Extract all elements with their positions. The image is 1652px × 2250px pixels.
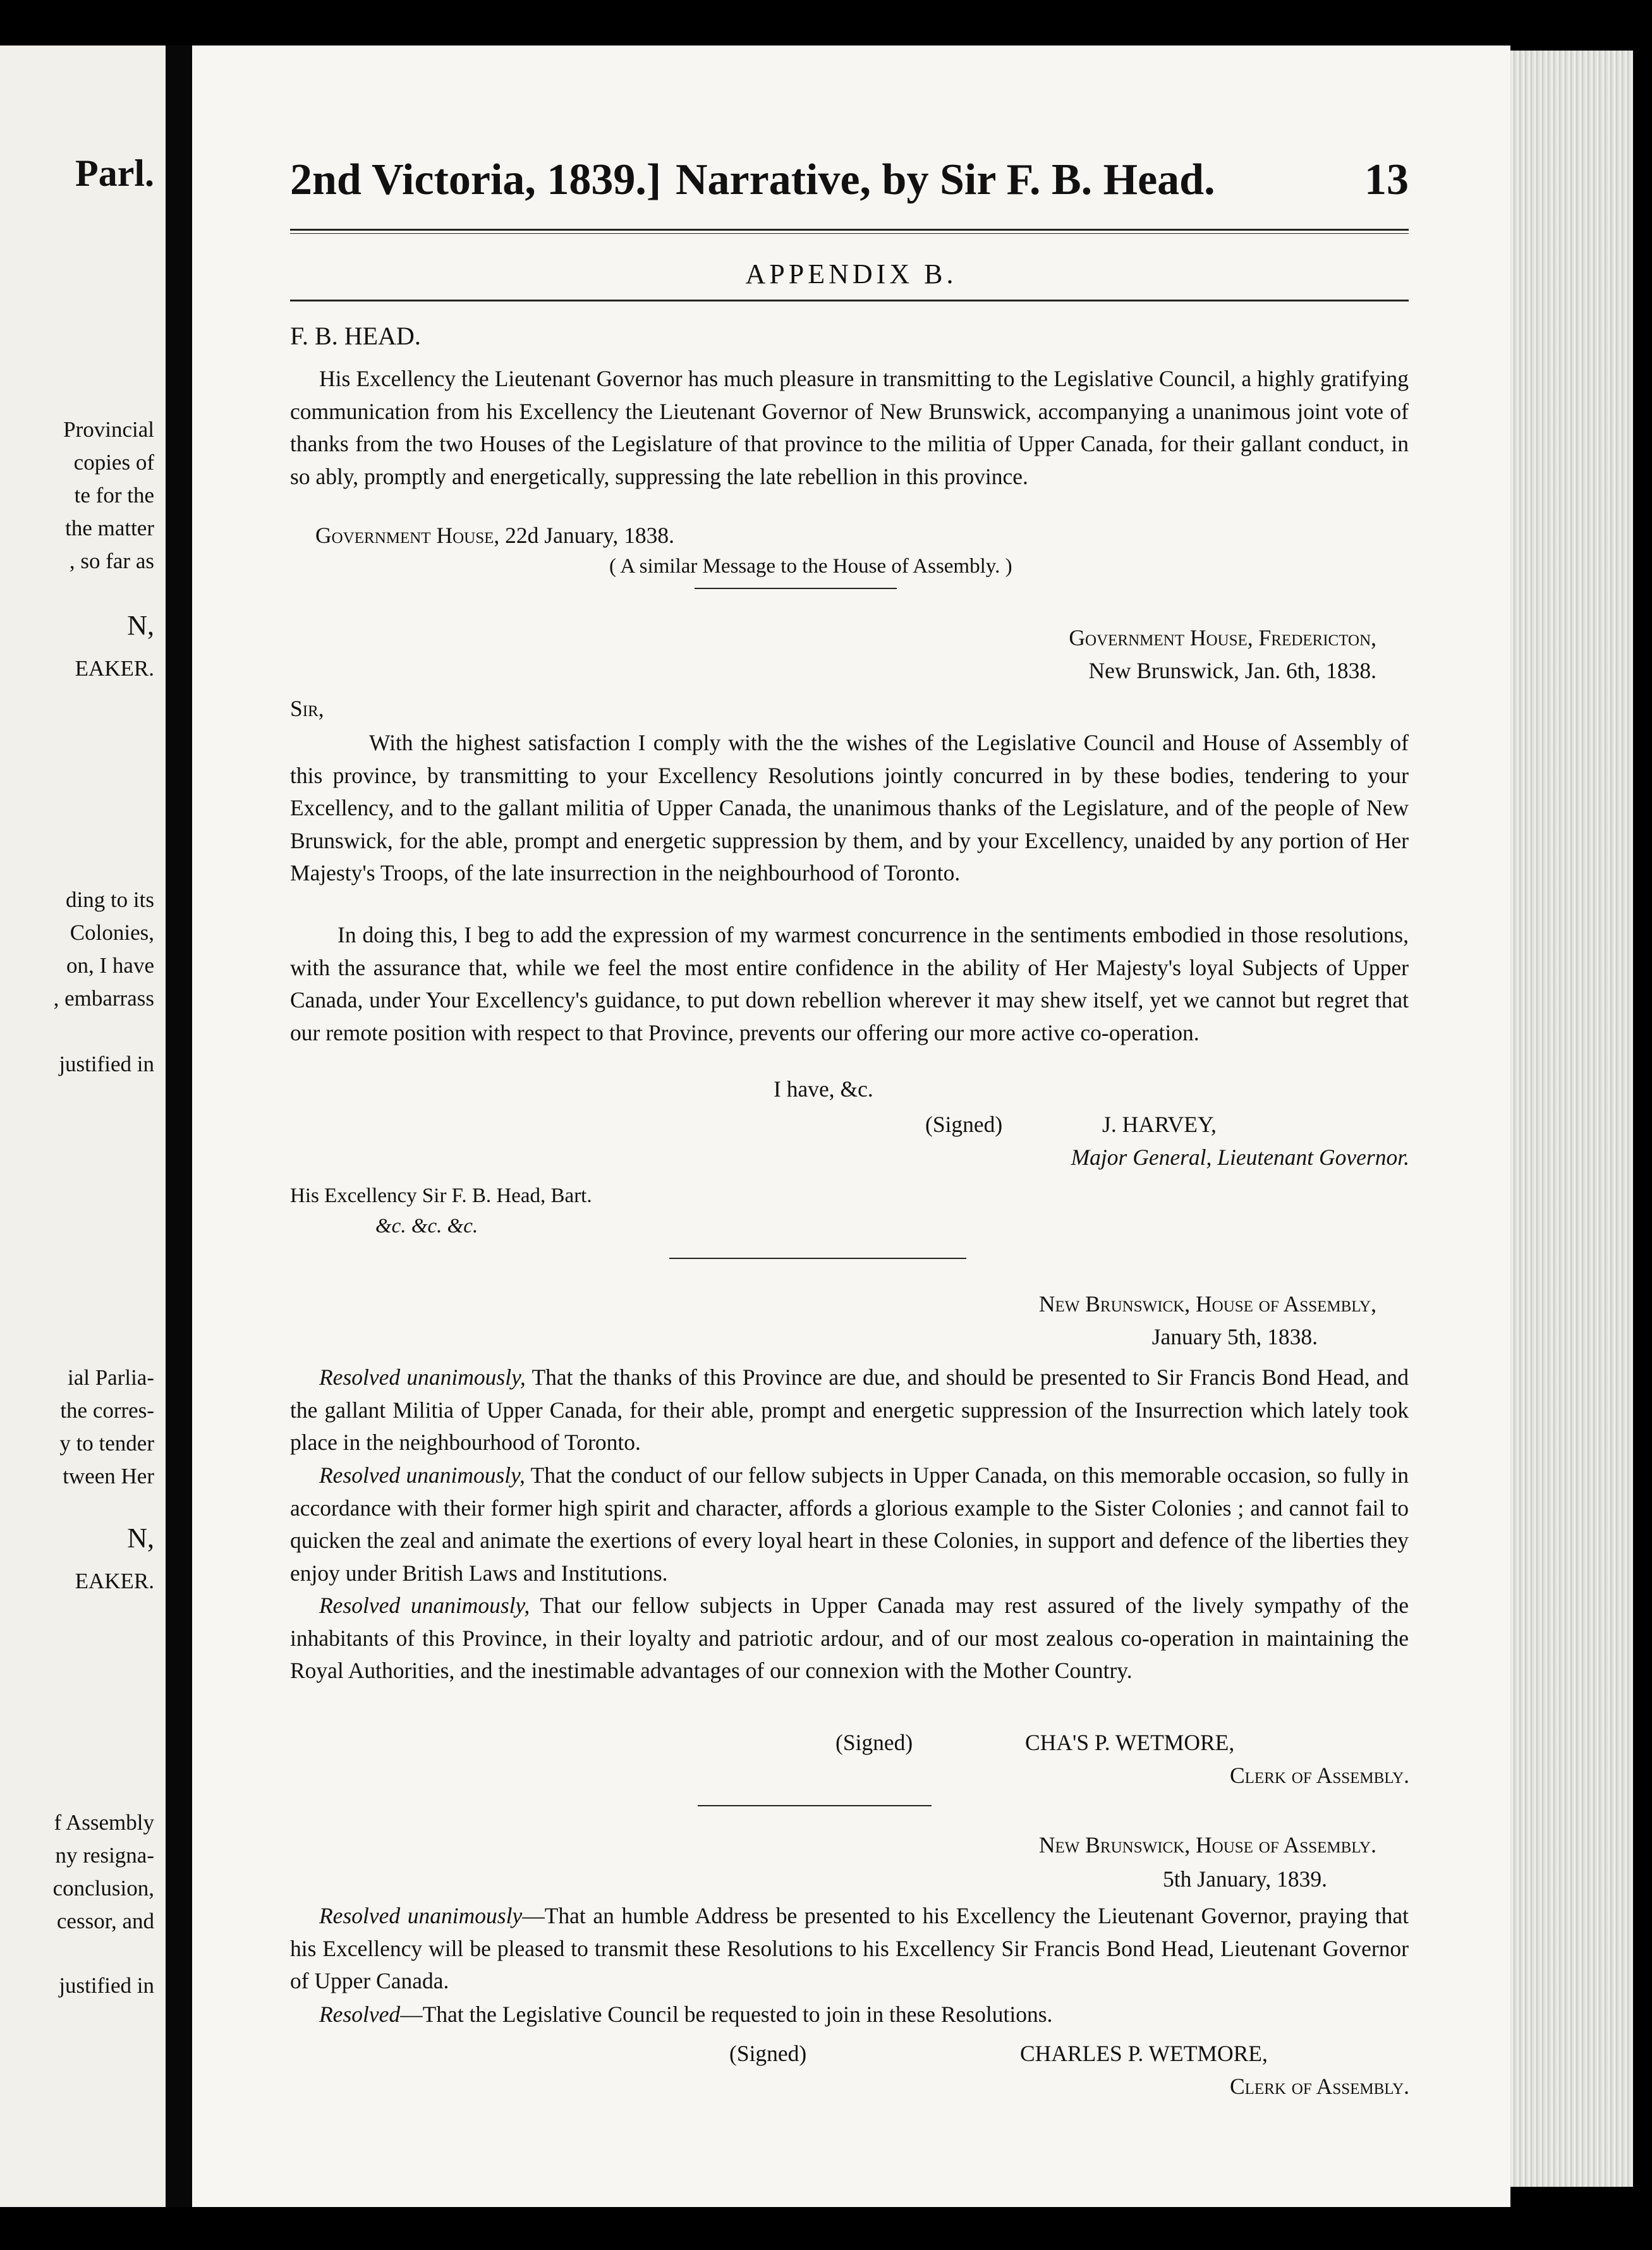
- facing-page-header: Parl.: [75, 152, 154, 194]
- resolutions-date: January 5th, 1838.: [1151, 1324, 1318, 1349]
- facing-line: the corres-: [60, 1398, 154, 1423]
- facing-line: EAKER.: [75, 1569, 154, 1593]
- facing-line: cessor, and: [56, 1909, 154, 1933]
- resolution-lead: Resolved unanimously,: [319, 1462, 525, 1488]
- message-date: , 22d January, 1838.: [494, 523, 674, 548]
- resolution-lead: Resolved unanimously: [319, 1903, 523, 1928]
- resolution-text: —That an humble Address be presented to his Excellency the Lieutenant Governor, praying that his Excellency will be pleased to transmit these Resolutions to his Excellency Sir Francis Bond Head, Lieutenant Governor of Upper Canada.: [290, 1903, 1409, 1993]
- letter-signer-title: Major General, Lieutenant Governor.: [1071, 1145, 1409, 1170]
- resolutions2-place: New Brunswick, House of Assembly.: [1038, 1832, 1376, 1858]
- facing-line: ial Parlia-: [67, 1365, 154, 1390]
- message-place: Government House: [315, 523, 494, 548]
- facing-line: EAKER.: [75, 656, 154, 681]
- facing-line: the matter: [65, 516, 154, 540]
- resolution-text: —That the Legislative Council be requested to join in these Resolutions.: [400, 2002, 1053, 2027]
- facing-line: copies of: [73, 450, 154, 475]
- letter-addressee-etc: &c. &c. &c.: [375, 1215, 478, 1238]
- resolution2-1: [290, 1900, 1409, 1998]
- resolutions2-date: 5th January, 1839.: [1163, 1866, 1327, 1892]
- letter-signer: J. HARVEY,: [1102, 1112, 1217, 1137]
- page-edges: [1510, 51, 1633, 2187]
- resolutions-signer-title: Clerk of Assembly.: [1229, 1763, 1409, 1788]
- facing-line: N,: [127, 610, 154, 641]
- header-session: 2nd Victoria, 1839.]: [290, 155, 662, 204]
- message-note: ( A similar Message to the House of Assembly. ): [609, 555, 1012, 578]
- facing-line: y to tender: [59, 1431, 154, 1456]
- facing-line: ding to its: [65, 887, 154, 912]
- resolution-text: That our fellow subjects in Upper Canada may rest assured of the lively sympathy of the inhabitants of this Province, in their loyalty and patriotic ardour, and of our most zealous co-operation in maintaining the Royal Authorities, and the inestimable advantages of our connexion with the Mother Country.: [290, 1593, 1409, 1683]
- header-rule: [290, 229, 1409, 231]
- message-signature: F. B. HEAD.: [290, 322, 421, 350]
- facing-line: te for the: [74, 483, 154, 508]
- resolutions-signed: (Signed): [835, 1730, 913, 1755]
- resolutions2-signed: (Signed): [729, 2041, 807, 2066]
- letter-closing: I have, &c.: [774, 1076, 873, 1102]
- letter-place: Government House, Fredericton,: [1069, 625, 1376, 650]
- facing-line: , so far as: [69, 549, 154, 573]
- resolution-text: That the thanks of this Province are due, and should be presented to Sir Francis Bond Head, and the gallant Militia of Upper Canada, for their able, prompt and energetic suppression of the Insurrection which lately took place in the neighbourhood of Toronto.: [290, 1365, 1409, 1455]
- resolution2-2: [290, 1998, 1409, 2031]
- facing-line: justified in: [59, 1052, 154, 1076]
- section-rule: [695, 588, 897, 589]
- letter-date: New Brunswick, Jan. 6th, 1838.: [1088, 658, 1376, 683]
- facing-line: justified in: [59, 1973, 154, 1998]
- appendix-rule: [290, 300, 1409, 301]
- appendix-title: APPENDIX B.: [745, 258, 957, 289]
- facing-line: tween Her: [63, 1464, 154, 1488]
- facing-line: ny resigna-: [55, 1843, 154, 1868]
- letter-signed: (Signed): [925, 1112, 1003, 1137]
- header-title: Narrative, by Sir F. B. Head.: [676, 155, 1215, 204]
- resolutions2-signer-title: Clerk of Assembly.: [1229, 2074, 1409, 2099]
- facing-line: f Assembly: [54, 1810, 154, 1835]
- letter-addressee: His Excellency Sir F. B. Head, Bart.: [290, 1184, 592, 1207]
- resolution-2: [290, 1459, 1409, 1590]
- resolution-lead: Resolved unanimously,: [319, 1593, 530, 1618]
- facing-line: , embarrass: [53, 986, 154, 1011]
- resolution-3: [290, 1590, 1409, 1688]
- resolution-text: That the conduct of our fellow subjects in Upper Canada, on this memorable occasion, so fully in accordance with their former high spirit and character, affords a glorious example to the Sister Colonies ; and cannot fail to quicken the zeal and animate the exertions of every loyal heart in these Colonies, in support and defence of the liberties they enjoy under British Laws and Institutions.: [290, 1462, 1409, 1586]
- resolutions2-signer: CHARLES P. WETMORE,: [1020, 2041, 1268, 2066]
- letter-paragraph-1: With the highest satisfaction I comply with the the wishes of the Legislative Council and House of Assembly of this province, by transmitting to your Excellency Resolutions jointly concurred in by these bodies, tendering to your Excellency, and to the gallant militia of Upper Canada, the unanimous thanks of the Legislature, and of the people of New Brunswick, for the able, prompt and energetic suppression by them, and by your Excellency, unaided by any portion of Her Majesty's Troops, of the late insurrection in the neighbourhood of Toronto.: [290, 730, 1409, 885]
- letter-salutation: Sir,: [290, 696, 324, 721]
- resolution-lead: Resolved unanimously,: [319, 1365, 526, 1390]
- facing-line: on, I have: [66, 953, 154, 978]
- header-page-number: 13: [1364, 155, 1409, 204]
- section-rule: [698, 1805, 932, 1806]
- resolution-lead: Resolved: [319, 2002, 401, 2027]
- facing-line: N,: [127, 1523, 154, 1554]
- facing-line: Colonies,: [70, 920, 154, 945]
- facing-line: conclusion,: [52, 1876, 154, 1900]
- facing-line: Provincial: [63, 417, 154, 442]
- letter-paragraph-2: In doing this, I beg to add the expression of my warmest concurrence in the sentiments embodied in those resolutions, with the assurance that, while we feel the most entire confidence in the ability of Her Majesty's loyal Subjects of Upper Canada, under Your Excellency's guidance, to put down rebellion wherever it may shew itself, yet we cannot but regret that our remote position with respect to that Province, prevents our offering our more active co-operation.: [290, 922, 1409, 1045]
- book-gutter: [166, 46, 192, 2207]
- running-header: [290, 155, 1409, 209]
- main-page: [192, 46, 1510, 2207]
- resolution-1: [290, 1361, 1409, 1459]
- resolutions-signer: CHA'S P. WETMORE,: [1025, 1730, 1235, 1755]
- facing-page: [0, 46, 166, 2207]
- section-rule: [669, 1258, 966, 1259]
- message-date-line: [315, 525, 674, 547]
- resolutions-place: New Brunswick, House of Assembly,: [1038, 1291, 1376, 1317]
- header-rule-thin: [290, 233, 1409, 234]
- message-body: His Excellency the Lieutenant Governor has much pleasure in transmitting to the Legislative Council, a highly gratifying communication from his Excellency the Lieutenant Governor of New Brunswick, accompanying a unanimous joint vote of thanks from the two Houses of the Legislature of that province to the militia of Upper Canada, for their gallant conduct, in so ably, promptly and energetically, suppressing the late rebellion in this province.: [290, 366, 1409, 489]
